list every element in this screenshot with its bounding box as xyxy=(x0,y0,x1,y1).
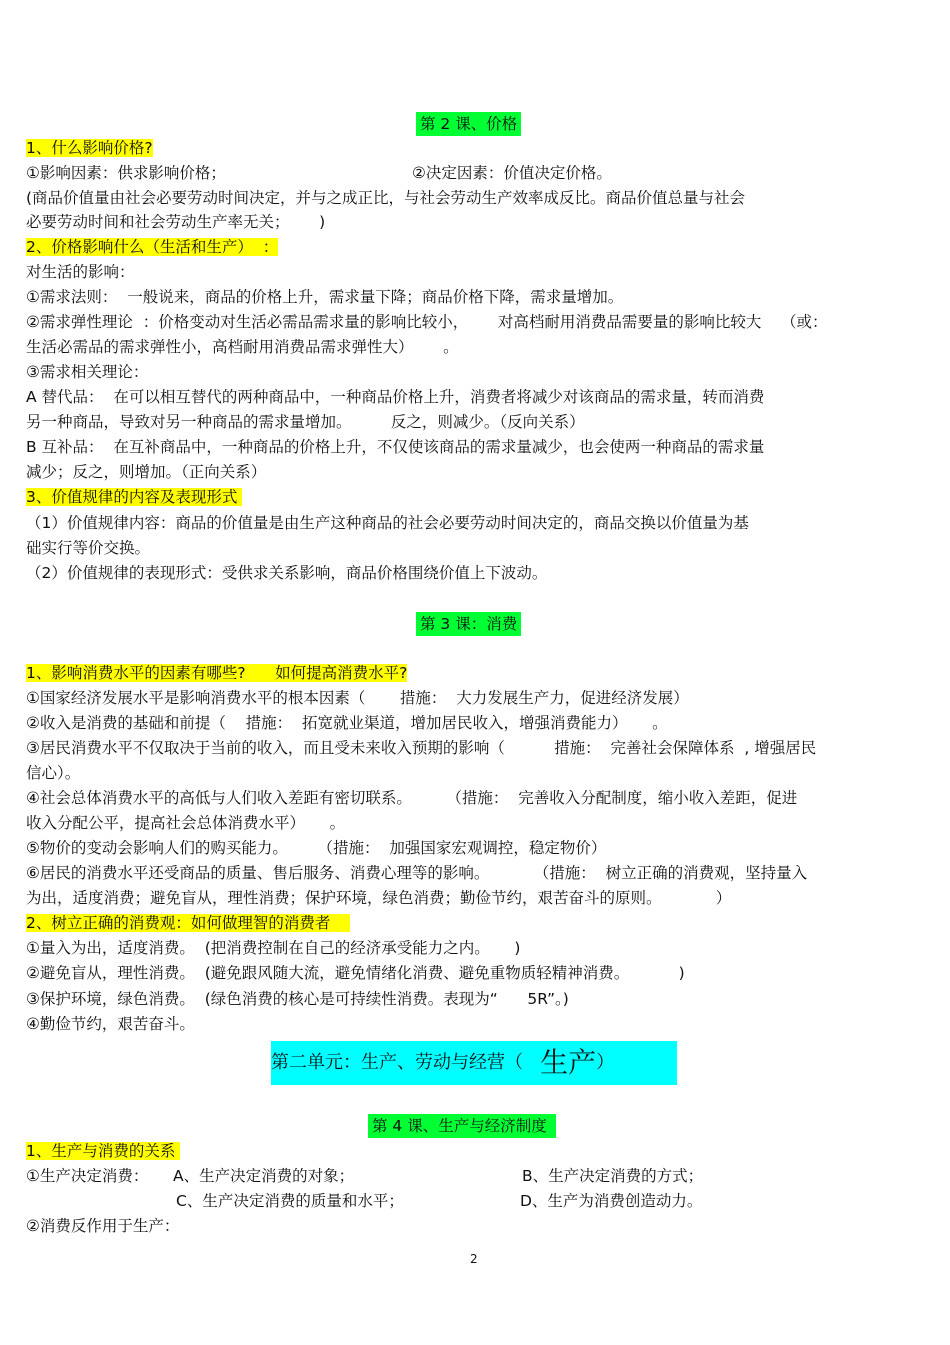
lesson3-line-5: ④社会总体消费水平的高低与人们收入差距有密切联系。 （措施： 完善收入分配制度，缩小收入差距，促进 xyxy=(26,789,798,807)
lesson3-line-6: 收入分配公平，提高社会总体消费水平） 。 xyxy=(26,814,346,832)
lesson4-title: 第 4 课、生产与经济制度 xyxy=(368,1114,556,1138)
lesson3-line-12: ③保护环境，绿色消费。 (绿色消费的核心是可持续性消费。表现为“ 5R”。) xyxy=(26,990,569,1008)
lesson2-line-1b: ②决定因素：价值决定价格。 xyxy=(412,164,612,182)
lesson4-line-2b: D、生产为消费创造动力。 xyxy=(520,1192,703,1210)
lesson2-line-13: （1）价值规律内容：商品的价值量是由生产这种商品的社会必要劳动时间决定的，商品交换以价值量为基 xyxy=(26,514,749,532)
lesson3-line-13: ④勤俭节约，艰苦奋斗。 xyxy=(26,1015,195,1033)
lesson3-line-8: ⑥居民的消费水平还受商品的质量、售后服务、消费心理等的影响。 （措施： 树立正确的消费观，坚持量入 xyxy=(26,864,808,882)
lesson4-question-1: 1、生产与消费的关系 xyxy=(26,1142,181,1160)
lesson2-line-8: ③需求相关理论： xyxy=(26,363,149,381)
lesson3-line-10: ①量入为出，适度消费。 (把消费控制在自己的经济承受能力之内。 ) xyxy=(26,939,521,957)
lesson4-line-1b: B、生产决定消费的方式； xyxy=(522,1167,704,1185)
lesson2-line-14: 础实行等价交换。 xyxy=(26,539,151,557)
lesson3-line-7: ⑤物价的变动会影响人们的购买能力。 （措施： 加强国家宏观调控，稳定物价） xyxy=(26,839,607,857)
lesson2-question-3: 3、价值规律的内容及表现形式 xyxy=(26,488,243,506)
lesson3-line-2: ②收入是消费的基础和前提（ 措施： 拓宽就业渠道，增加居民收入，增强消费能力） 。 xyxy=(26,714,668,732)
lesson2-line-4: 对生活的影响： xyxy=(26,263,135,281)
page-number: 2 xyxy=(470,1252,478,1266)
lesson3-question-1: 1、影响消费水平的因素有哪些? 如何提高消费水平? xyxy=(26,664,408,682)
lesson3-line-11: ②避免盲从，理性消费。 (避免跟风随大流，避免情绪化消费、避免重物质轻精神消费。 ) xyxy=(26,964,685,982)
lesson2-line-15: （2）价值规律的表现形式：受供求关系影响，商品价格围绕价值上下波动。 xyxy=(26,564,548,582)
lesson2-line-2: (商品价值量由社会必要劳动时间决定，并与之成正比，与社会劳动生产效率成反比。商品价值总量与社会 xyxy=(26,189,746,207)
lesson2-line-5: ①需求法则： 一般说来，商品的价格上升，需求量下降；商品价格下降，需求量增加。 xyxy=(26,288,624,306)
unit2-title-big: 生产 xyxy=(540,1046,597,1079)
lesson3-line-3: ③居民消费水平不仅取决于当前的收入，而且受未来收入预期的影响（ 措施： 完善社会保障体系 , 增强居民 xyxy=(26,739,817,757)
lesson3-line-1: ①国家经济发展水平是影响消费水平的根本因素（ 措施： 大力发展生产力，促进经济发展） xyxy=(26,689,689,707)
lesson2-line-11: B 互补品： 在互补商品中，一种商品的价格上升，不仅使该商品的需求量减少，也会使两一种商品的需求量 xyxy=(26,438,765,456)
lesson2-line-10: 另一种商品，导致对另一种商品的需求量增加。 反之，则减少。（反向关系） xyxy=(26,413,585,431)
lesson2-title: 第 2 课、价格 xyxy=(416,112,521,136)
lesson4-line-1a: ①生产决定消费： A、生产决定消费的对象； xyxy=(26,1167,355,1185)
lesson4-line-2a: C、生产决定消费的质量和水平； xyxy=(176,1192,404,1210)
lesson2-line-1a: ①影响因素：供求影响价格； xyxy=(26,164,226,182)
lesson2-question-2: 2、价格影响什么（生活和生产） ： xyxy=(26,238,279,256)
lesson2-line-12: 减少；反之，则增加。（正向关系） xyxy=(26,463,267,481)
unit2-title-b: ） xyxy=(596,1052,615,1073)
lesson3-title: 第 3 课：消费 xyxy=(416,612,521,636)
lesson2-line-9: A 替代品： 在可以相互替代的两种商品中，一种商品价格上升，消费者将减少对该商品的需求量，转而消费 xyxy=(26,388,765,406)
lesson2-line-3: 必要劳动时间和社会劳动生产率无关； ) xyxy=(26,213,326,231)
unit2-title-a: 第二单元：生产、劳动与经营（ xyxy=(271,1052,541,1073)
lesson3-question-2: 2、树立正确的消费观：如何做理智的消费者 xyxy=(26,914,351,932)
lesson3-line-4: 信心）。 xyxy=(26,764,81,782)
lesson4-line-3: ②消费反作用于生产： xyxy=(26,1217,180,1235)
lesson2-line-6: ②需求弹性理论 ：价格变动对生活必需品需求量的影响比较小， 对高档耐用消费品需要量的影响比较大 （或： xyxy=(26,313,828,331)
unit2-title xyxy=(271,1041,677,1085)
lesson2-line-7: 生活必需品的需求弹性小，高档耐用消费品需求弹性大） 。 xyxy=(26,338,459,356)
lesson2-question-1: 1、什么影响价格? xyxy=(26,139,153,157)
lesson3-line-9: 为出，适度消费；避免盲从，理性消费；保护环境，绿色消费；勤俭节约，艰苦奋斗的原则。 ） xyxy=(26,889,732,907)
